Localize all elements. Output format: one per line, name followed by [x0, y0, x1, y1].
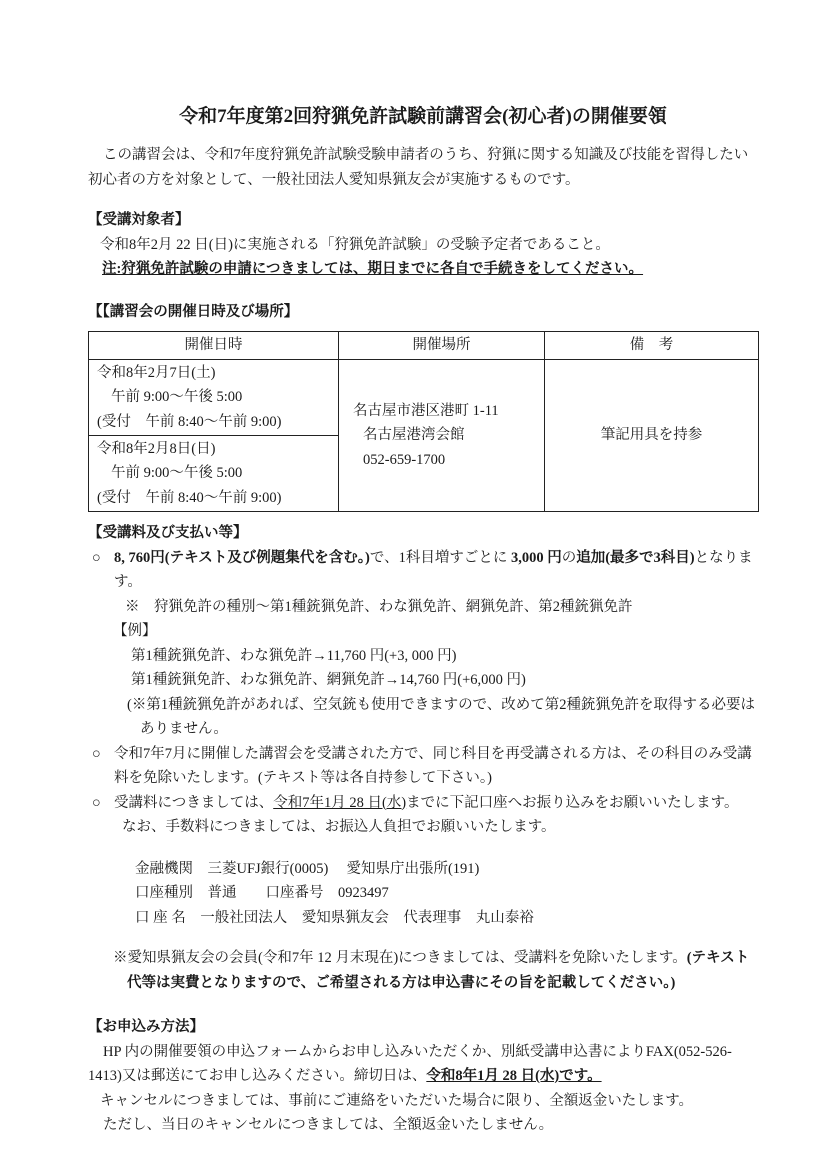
apply-deadline: 令和8年1月 28 日(水)です。 [426, 1068, 602, 1084]
payment-fee-burden-line: なお、手数料につきましては、お振込人負担でお願いいたします。 [122, 819, 556, 835]
fee-bullet-1-text [114, 546, 758, 595]
session-1-reception: (受付 午前 8:40〜午前 9:00) [97, 413, 282, 430]
cancel-policy-line-1: キャンセルにつきましては、事前にご連絡をいただいた場合に限り、全額返金いたします。 [100, 1092, 694, 1109]
member-exemption-note [88, 946, 758, 995]
session-1-time: 午前 9:00〜午後 5:00 [111, 389, 243, 406]
example-line-2: 第1種銃猟免許、わな猟免許、網猟免許→14,760 円(+6,000 円) [131, 672, 526, 688]
fee-bullet-3-text [114, 791, 758, 840]
apply-text: HP 内の開催要領の申込フォームからお申し込みいただくか、別紙受講申込書によりFAX(052-526-1413)又は郵送にてお申し込みください。締切日は、 [88, 1043, 732, 1084]
circle-bullet-icon: ○ [92, 794, 101, 811]
bank-details [88, 857, 758, 931]
document-title: 令和7年度第2回狩猟免許試験前講習会(初心者)の開催要領 [179, 106, 667, 127]
circle-bullet-icon: ○ [92, 745, 101, 762]
member-note-bold-text: (テキスト代等は実費となりますので、ご希望される方は申込書にその旨を記載してください。) [127, 950, 750, 991]
circle-bullet-icon: ○ [92, 549, 101, 566]
session-2-date: 令和8年2月8日(日) [97, 440, 216, 457]
table-row [89, 360, 759, 436]
example-line-1: 第1種銃猟免許、わな猟免許→11,760 円(+3, 000 円) [131, 647, 457, 664]
fee-bullet-2 [88, 742, 758, 791]
schedule-table-header-row [89, 332, 759, 360]
example-heading: 【例】 [113, 623, 157, 639]
payment-text: までに下記口座へお振り込みをお願いいたします。 [406, 794, 739, 811]
target-note: 注:狩猟免許試験の申請につきましては、期日までに各自で手続きをしてください。 [102, 261, 644, 277]
fee-text: の [561, 549, 577, 566]
target-line: 令和8年2月 22 日(日)に実施される「狩猟免許試験」の受験予定者であること。 [100, 236, 610, 253]
fee-text: となります。 [114, 549, 753, 590]
session-2-datetime-cell [89, 436, 339, 512]
section-heading-fee: 【受講料及び支払い等】 [88, 525, 248, 541]
venue-phone: 052-659-1700 [363, 451, 446, 468]
member-note-text: ※愛知県猟友会の会員(令和7年 12 月末現在)につきましては、受講料を免除いたします。 [113, 950, 687, 966]
section-heading-target: 【受講対象者】 [88, 212, 190, 228]
apply-instructions [88, 1040, 758, 1089]
venue-address: 名古屋市港区港町 1-11 [353, 402, 499, 419]
session-2-time: 午前 9:00〜午後 5:00 [111, 465, 243, 482]
intro-paragraph: この講習会は、令和7年度狩猟免許試験受験申請者のうち、狩猟に関する知識及び技能を習得したい初心者の方を対象として、一般社団法人愛知県猟友会が実施するものです。 [88, 147, 749, 188]
schedule-table [88, 331, 759, 512]
session-1-date: 令和8年2月7日(土) [97, 364, 216, 381]
table-header-datetime: 開催日時 [89, 332, 339, 360]
bank-institution-line: 金融機関 三菱UFJ銀行(0005) 愛知県庁出張所(191) [135, 860, 480, 877]
fee-bullet-1 [88, 546, 758, 595]
license-types-note: ※ 狩猟免許の種別〜第1種銃猟免許、わな猟免許、網猟免許、第2種銃猟免許 [125, 598, 633, 615]
venue-cell [339, 360, 545, 512]
venue-building: 名古屋港湾会館 [363, 427, 465, 444]
section-heading-apply: 【お申込み方法】 [88, 1019, 204, 1035]
section-heading-schedule: 【【講習会の開催日時及び場所】 [88, 303, 299, 320]
fee-addition-note: 追加(最多で3科目) [576, 549, 695, 566]
fee-addition-amount: 3,000 円 [510, 549, 562, 566]
payment-deadline-line [114, 791, 758, 816]
table-header-remarks: 備 考 [545, 332, 759, 360]
bank-account-type-line: 口座種別 普通 口座番号 0923497 [135, 885, 389, 901]
table-header-venue: 開催場所 [339, 332, 545, 360]
fee-amount: 8, 760円(テキスト及び例題集代を含む。) [114, 549, 370, 566]
session-1-datetime-cell [89, 360, 339, 436]
bank-account-name-line: 口 座 名 一般社団法人 愛知県猟友会 代表理事 丸山泰裕 [135, 909, 534, 926]
remarks-cell: 筆記用具を持参 [545, 360, 759, 512]
session-2-reception: (受付 午前 8:40〜午前 9:00) [97, 489, 282, 506]
fee-text: で、1科目増すごとに [369, 549, 511, 566]
fee-bullet-3 [88, 791, 758, 840]
payment-text: 受講料につきましては、 [114, 794, 274, 811]
fee-bullet-2-text: 令和7年7月に開催した講習会を受講された方で、同じ科目を再受講される方は、その科目のみ受講料を免除いたします。(テキスト等は各自持参して下さい。) [114, 745, 752, 786]
cancel-policy-line-2: ただし、当日のキャンセルにつきましては、全額返金いたしません。 [103, 1117, 554, 1133]
example-note: (※第1種銃猟免許があれば、空気銃も使用できますので、改めて第2種銃猟免許を取得する必要はありません。 [127, 696, 756, 737]
payment-deadline-date: 令和7年1月 28 日(水) [273, 794, 407, 811]
